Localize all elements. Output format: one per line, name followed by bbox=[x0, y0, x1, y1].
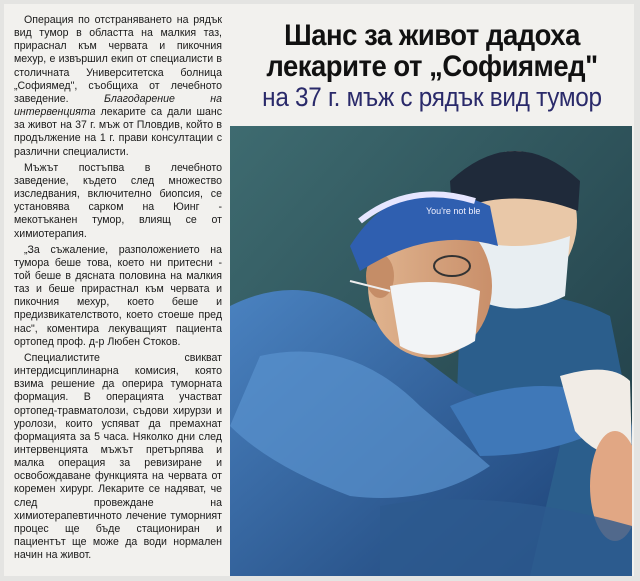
headline-line-2: лекарите от „Софиямед" bbox=[266, 50, 598, 83]
headline-line-1: Шанс за живот дадоха bbox=[284, 19, 580, 52]
headline-block bbox=[230, 20, 634, 112]
surgery-photo bbox=[230, 126, 632, 576]
article-paragraph-1 bbox=[14, 14, 222, 159]
article-paragraph-2 bbox=[14, 162, 222, 241]
article-paragraph-4 bbox=[14, 352, 222, 563]
surgeons-illustration bbox=[230, 126, 632, 576]
paragraph-text: Специалистите свикват интердисциплинарна комисия, която взима решение да оперира туморната формация. В операцията участват ортопед-травматолози, съдови хирурзи и уролози, които успяват да премахнат формацията за 5 часа. Няколко дни след интервенцията мъжът претърпява и малка операция за ревизиране и освобождаване функцията на червата от коремен хирург. Лекарите се надяват, че след провеждане на химиотерапевтичното лечение туморният процес ще бъде стациониран и пациентът ще може да води нормален начин на живот. bbox=[14, 351, 222, 562]
paragraph-text: Мъжът постъпва в лечебното заведение, където след множество изследвания, включително биопсия, се установява сарком на Юинг - мекотъканен тумор, влиящ се от химиотерапия. bbox=[14, 161, 222, 240]
paragraph-text-rest: лекарите са дали шанс за живот на 37 г. мъж от Пловдив, който в продължение на 1 г. прави консултации с различни специалисти. bbox=[14, 106, 222, 158]
cap-lettering: You're not ble bbox=[426, 206, 481, 216]
headline-subline: на 37 г. мъж с рядък вид тумор bbox=[262, 82, 602, 112]
article-paragraph-3 bbox=[14, 244, 222, 349]
newspaper-page bbox=[4, 4, 634, 576]
paragraph-text: Операция по отстраняването на рядък вид тумор в областта на малкия таз, прираснал към червата и пикочния мехур, е извършил екип от специалисти в столичната Университетска болница „Софиямед", съобщиха от лечебното заведение. bbox=[14, 14, 222, 105]
paragraph-italic: Благодарение на интервенцията bbox=[14, 92, 222, 119]
article-body bbox=[14, 14, 222, 574]
paragraph-text: „За съжаление, разположението на тумора беше това, което ни притесни - той беше в дясната половина на малкия таз и беше прирастнал към червата и пикочния мехур, което беше и предизвикателството, което стоеше пред нас", коментира лекуващият пациента ортопед проф. д-р Любен Стоков. bbox=[14, 243, 222, 348]
